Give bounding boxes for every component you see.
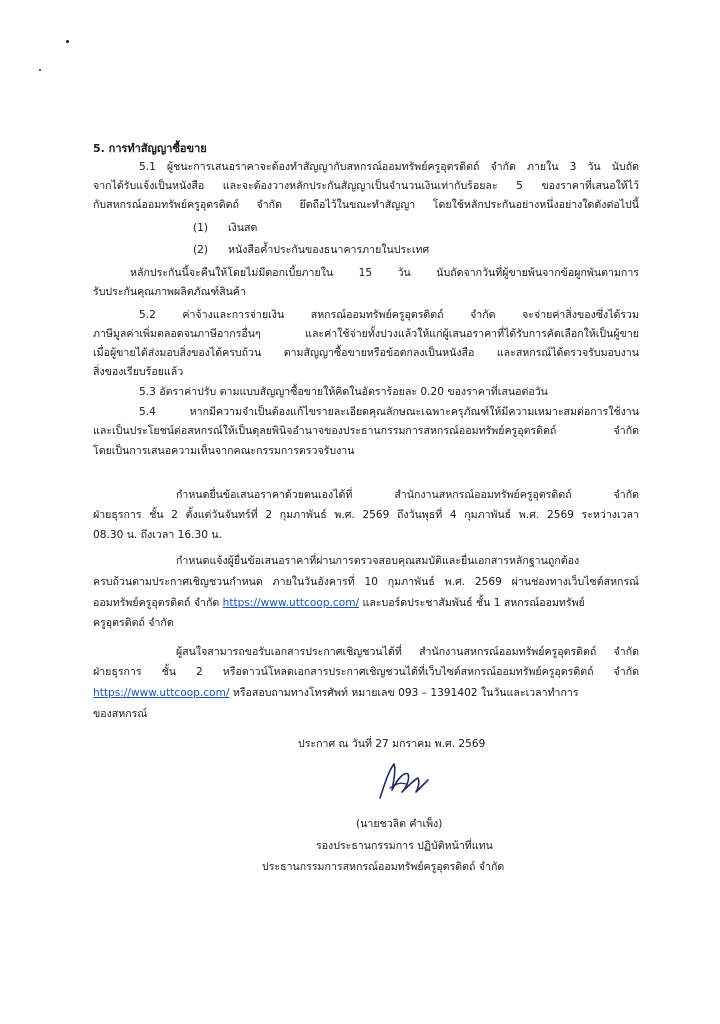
paragraph-line: กำหนดยื่นข้อเสนอราคาด้วยตนเองได้ที่ สำนักงานสหกรณ์ออมทรัพย์ครูอุตรดิตถ์ จำกัด [176, 489, 639, 501]
website-link[interactable]: https://www.uttcoop.com/ [93, 687, 230, 699]
paragraph-line [93, 686, 579, 700]
paragraph-line: ผู้สนใจสามารถขอรับเอกสารประกาศเชิญชวนได้ที่ สำนักงานสหกรณ์ออมทรัพย์ครูอุตรดิตถ์ จำกัด [176, 646, 639, 658]
list-item: หนังสือค้ำประกันของธนาคารภายในประเทศ [228, 244, 430, 256]
paragraph-line: เมื่อผู้ขายได้ส่งมอบสิ่งของได้ครบถ้วน ตามสัญญาซื้อขายหรือข้อตกลงเป็นหนังสือ และสหกรณ์ได้ตรวจรับมอบงาน [93, 347, 639, 359]
signer-position: รองประธานกรรมการ ปฏิบัติหน้าที่แทน [316, 840, 493, 852]
paragraph-line [93, 596, 585, 610]
website-link[interactable]: https://www.uttcoop.com/ [222, 597, 360, 609]
paragraph-line: ฝ่ายธุรการ ชั้น 2 ตั้งแต่วันจันทร์ที่ 2 กุมภาพันธ์ พ.ศ. 2569 ถึงวันพุธที่ 4 กุมภาพันธ์ พ.ศ. 2569 ระหว่างเวลา [93, 509, 639, 521]
scan-speck [66, 40, 69, 43]
paragraph-line: จากได้รับแจ้งเป็นหนังสือ และจะต้องวางหลักประกันสัญญาเป็นจำนวนเงินเท่ากับร้อยละ 5 ของราคาที่เสนอให้ไว้ [93, 180, 639, 192]
announcement-date: ประกาศ ณ วันที่ 27 มกราคม พ.ศ. 2569 [298, 738, 486, 750]
line-text: ออมทรัพย์ครูอุตรดิตถ์ จำกัด [93, 597, 220, 609]
paragraph-line: 5.2 ค่าจ้างและการจ่ายเงิน สหกรณ์ออมทรัพย์ครูอุตรดิตถ์ จำกัด จะจ่ายค่าสิ่งของซึ่งได้รวม [139, 309, 639, 321]
paragraph-line: กำหนดแจ้งผู้ยื่นข้อเสนอราคาที่ผ่านการตรวจสอบคุณสมบัติและยื่นเอกสารหลักฐานถูกต้อง [176, 555, 580, 567]
paragraph-line: กับสหกรณ์ออมทรัพย์ครูอุตรดิตถ์ จำกัด ยึดถือไว้ในขณะทำสัญญา โดยใช้หลักประกันอย่างหนึ่งอย่างใดดังต่อไปนี้ [93, 199, 639, 211]
paragraph-line: ของสหกรณ์ [93, 708, 148, 720]
line-text: และบอร์ดประชาสัมพันธ์ ชั้น 1 สหกรณ์ออมทรัพย์ [362, 597, 585, 609]
paragraph-line: ครูอุตรดิตถ์ จำกัด [93, 617, 174, 629]
paragraph-line: และเป็นประโยชน์ต่อสหกรณ์ให้เป็นดุลยพินิจอำนาจของประธานกรรมการสหกรณ์ออมทรัพย์ครูอุตรดิตถ์ จำกัด [93, 425, 639, 437]
list-number: (2) [193, 244, 209, 256]
paragraph-line: โดยเป็นการเสนอความเห็นจากคณะกรรมการตรวจรับงาน [93, 445, 355, 457]
paragraph-line: 5.1 ผู้ชนะการเสนอราคาจะต้องทำสัญญากับสหกรณ์ออมทรัพย์ครูอุตรดิตถ์ จำกัด ภายใน 3 วัน นับถัด [139, 161, 639, 173]
section-heading: 5. การทำสัญญาซื้อขาย [93, 142, 207, 155]
paragraph-line: รับประกันคุณภาพผลิตภัณฑ์สินค้า [93, 286, 246, 298]
scan-speck [39, 69, 41, 71]
paragraph-line: 5.4 หากมีความจำเป็นต้องแก้ไขรายละเอียดคุณลักษณะเฉพาะครุภัณฑ์ให้มีความเหมาะสมต่อการใช้งาน [139, 406, 639, 418]
signer-name: (นายชวลิต คำเพ็ง) [356, 818, 443, 830]
paragraph-line: สิ่งของเรียบร้อยแล้ว [93, 366, 184, 378]
paragraph-line: ครบถ้วนตามประกาศเชิญชวนกำหนด ภายในวันอังคารที่ 10 กุมภาพันธ์ พ.ศ. 2569 ผ่านช่องทางเว็บไซต์สหกรณ์ [93, 576, 639, 588]
paragraph-line: ภาษีมูลค่าเพิ่มตลอดจนภาษีอากรอื่นๆ และค่าใช้จ่ายทั้งปวงแล้วให้แก่ผู้เสนอราคาที่ได้รับการคัดเลือกให้เป็นผู้ขาย [93, 328, 639, 340]
list-number: (1) [193, 222, 209, 234]
line-text: หรือสอบถามทางโทรศัพท์ หมายเลข 093 – 1391402 ในวันและเวลาทำการ [232, 687, 579, 699]
paragraph-line: หลักประกันนี้จะคืนให้โดยไม่มีดอกเบี้ยภายใน 15 วัน นับถัดจากวันที่ผู้ขายพ้นจากข้อผูกพันตามการ [130, 267, 639, 279]
paragraph-line: 08.30 น. ถึงเวลา 16.30 น. [93, 529, 222, 541]
signature-image [370, 758, 432, 804]
paragraph-line: ฝ่ายธุรการ ชั้น 2 หรือดาวน์โหลดเอกสารประกาศเชิญชวนได้ที่เว็บไซต์สหกรณ์ออมทรัพย์ครูอุตรดิตถ์ จำกัด [93, 666, 639, 678]
paragraph-line: 5.3 อัตราค่าปรับ ตามแบบสัญญาซื้อขายให้คิดในอัตราร้อยละ 0.20 ของราคาที่เสนอต่อวัน [139, 386, 548, 398]
list-item: เงินสด [228, 222, 258, 234]
signer-organization: ประธานกรรมการสหกรณ์ออมทรัพย์ครูอุตรดิตถ์ จำกัด [262, 861, 505, 873]
